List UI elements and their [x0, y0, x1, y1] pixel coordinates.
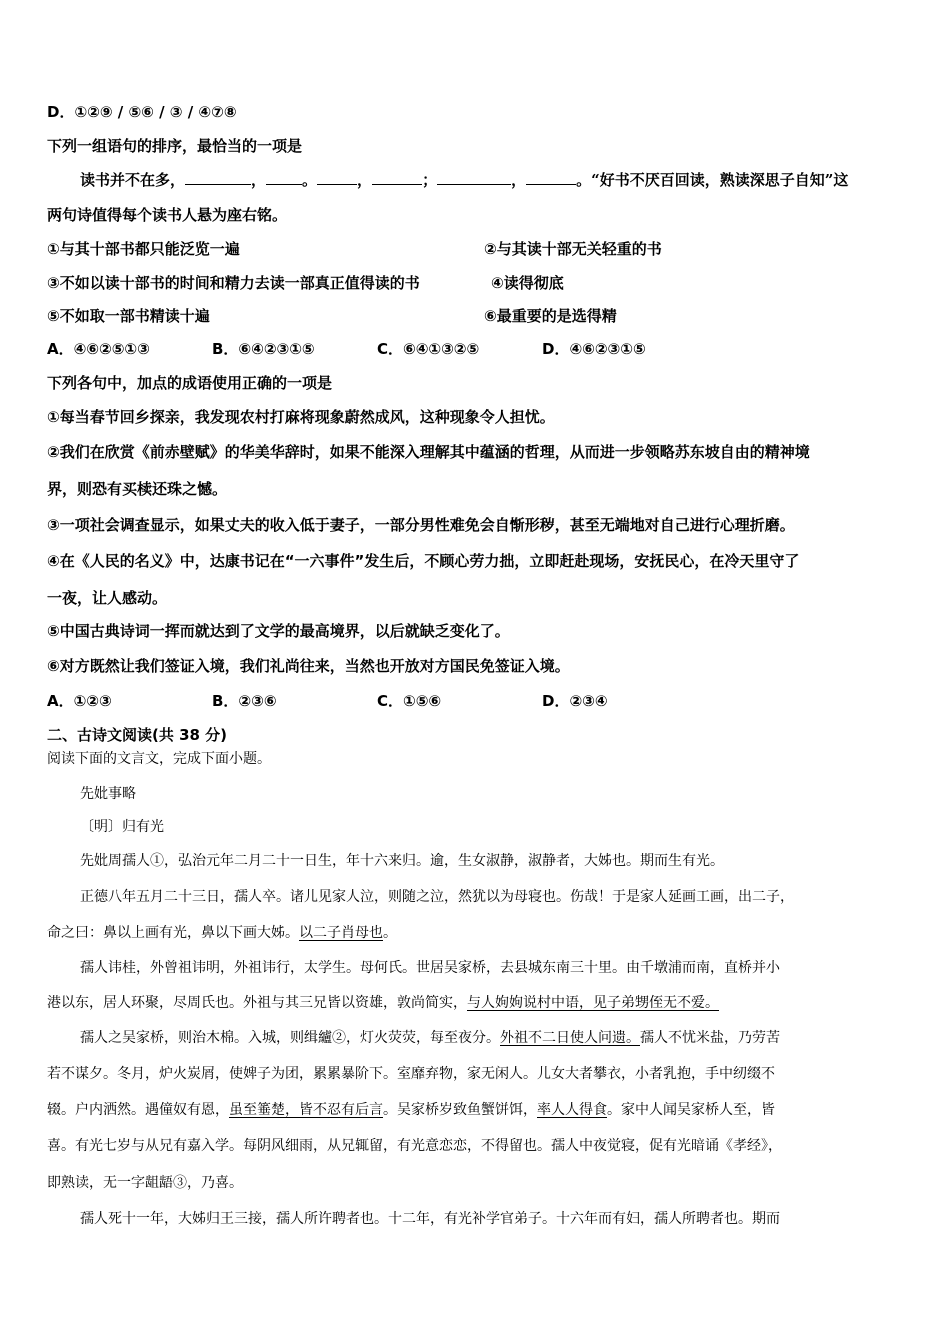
- passage-paragraph-4-line-2: 若不谋夕。冬月，炉火炭屑，使婢子为团，累累暴阶下。室靡弃物，家无闲人。儿女大者攀衣，小者乳抱，手中纫缀不: [47, 1066, 775, 1082]
- idiom-sentence-4-line-1: ④在《人民的名义》中，达康书记在“一六事件”发生后，不顾心劳力拙，立即赶赴现场，安抚民心，在冷天里守了: [47, 552, 800, 570]
- passage-paragraph-4-line-4: 喜。有光七岁与从兄有嘉入学。每阴风细雨，从兄辄留，有光意恋恋，不得留也。孺人中夜觉寝，促有光暗诵《孝经》，: [47, 1138, 782, 1154]
- idiom-sentence-2-line-1: ②我们在欣赏《前赤壁赋》的华美华辞时，如果不能深入理解其中蕴涵的哲理，从而进一步领略苏东坡自由的精神境: [47, 443, 810, 461]
- passage-paragraph-4-line-3: 辍。户内洒然。遇僮奴有恩，虽至箠楚，皆不忍有后言。吴家桥岁致鱼蟹饼饵，率人人得食。家中人闻吴家桥人至，皆: [47, 1102, 775, 1118]
- order-item-5: ⑤不如取一部书精读十遍: [47, 307, 210, 325]
- passage-author: 〔明〕归有光: [80, 819, 164, 835]
- order-item-6: ⑥最重要的是选得精: [484, 307, 617, 325]
- order-passage-line-1: 读书并不在多， ， 。 ， ； ， 。“好书不厌百回读，熟读深思子自知”这: [80, 171, 849, 189]
- underlined-sentence-1: 以二子肖母也: [299, 925, 383, 941]
- passage-paragraph-4-line-5: 即熟读，无一字龃龉③，乃喜。: [47, 1175, 243, 1191]
- order-option-d: D．④⑥②③①⑤: [542, 340, 646, 358]
- passage-paragraph-2-line-2: 命之曰：鼻以上画有光，鼻以下画大姊。以二子肖母也。: [47, 925, 397, 941]
- order-option-b: B．⑥④②③①⑤: [212, 340, 315, 358]
- underlined-sentence-2: 与人姁姁说村中语，见子弟甥侄无不爱。: [467, 995, 719, 1011]
- idiom-question-stem: 下列各句中，加点的成语使用正确的一项是: [47, 374, 333, 392]
- idiom-sentence-4-line-2: 一夜，让人感动。: [47, 589, 168, 607]
- passage-paragraph-3-line-1: 孺人讳桂，外曾祖讳明，外祖讳行，太学生。母何氏。世居吴家桥，去县城东南三十里。由千墩浦而南，直桥并小: [80, 960, 780, 976]
- passage-paragraph-1: 先妣周孺人①，弘治元年二月二十一日生，年十六来归。逾，生女淑静，淑静者，大姊也。期而生有光。: [80, 853, 724, 869]
- order-item-2: ②与其读十部无关轻重的书: [484, 240, 662, 258]
- order-option-a: A．④⑥②⑤①③: [47, 340, 150, 358]
- underlined-sentence-5: 率人人得食: [537, 1102, 607, 1118]
- prev-question-option-d: D．①②⑨ / ⑤⑥ / ③ / ④⑦⑧: [47, 103, 237, 121]
- section-2-instruction: 阅读下面的文言文，完成下面小题。: [47, 751, 271, 767]
- idiom-sentence-5: ⑤中国古典诗词一挥而就达到了文学的最高境界，以后就缺乏变化了。: [47, 622, 510, 640]
- order-item-4: ④读得彻底: [491, 274, 564, 292]
- order-question-stem: 下列一组语句的排序，最恰当的一项是: [47, 137, 303, 155]
- passage-paragraph-5-line-1: 孺人死十一年，大姊归王三接，孺人所许聘者也。十二年，有光补学官弟子。十六年而有妇，孺人所聘者也。期而: [80, 1211, 780, 1227]
- section-2-heading: 二、古诗文阅读(共 38 分): [47, 726, 228, 744]
- passage-paragraph-4-line-1: 孺人之吴家桥，则治木棉。入城，则缉纑②，灯火荧荧，每至夜分。外祖不二日使人问遗。孺人不忧米盐，乃劳苦: [80, 1030, 780, 1046]
- blank-4: [372, 170, 422, 185]
- underlined-sentence-4: 虽至箠楚，皆不忍有后言: [229, 1102, 383, 1118]
- idiom-sentence-2-line-2: 界，则恐有买椟还珠之憾。: [47, 480, 228, 498]
- idiom-sentence-6: ⑥对方既然让我们签证入境，我们礼尚往来，当然也开放对方国民免签证入境。: [47, 657, 570, 675]
- order-item-3: ③不如以读十部书的时间和精力去读一部真正值得读的书: [47, 274, 420, 292]
- blank-3: [317, 170, 357, 185]
- order-option-c: C．⑥④①③②⑤: [377, 340, 480, 358]
- blank-1: [185, 170, 251, 185]
- idiom-option-b: B．②③⑥: [212, 692, 277, 710]
- underlined-sentence-3: 外祖不二日使人问遗。: [500, 1030, 640, 1046]
- blank-6: [526, 170, 576, 185]
- passage-title: 先妣事略: [80, 786, 136, 802]
- blank-2: [266, 170, 302, 185]
- idiom-option-c: C．①⑤⑥: [377, 692, 442, 710]
- idiom-sentence-3: ③一项社会调查显示，如果丈夫的收入低于妻子，一部分男性难免会自惭形秽，甚至无端地对自己进行心理折磨。: [47, 516, 795, 534]
- order-passage-line-2: 两句诗值得每个读书人悬为座右铭。: [47, 206, 288, 224]
- passage-paragraph-2-line-1: 正德八年五月二十三日，孺人卒。诸儿见家人泣，则随之泣，然犹以为母寝也。伤哉！于是家人延画工画，出二子，: [80, 889, 794, 905]
- idiom-option-a: A．①②③: [47, 692, 112, 710]
- order-item-1: ①与其十部书都只能泛览一遍: [47, 240, 240, 258]
- idiom-sentence-1: ①每当春节回乡探亲，我发现农村打麻将现象蔚然成风，这种现象令人担忧。: [47, 408, 555, 426]
- blank-5: [437, 170, 511, 185]
- idiom-option-d: D．②③④: [542, 692, 608, 710]
- passage-paragraph-3-line-2: 港以东，居人环聚，尽周氏也。外祖与其三兄皆以资雄，敦尚简实，与人姁姁说村中语，见子弟甥侄无不爱。: [47, 995, 719, 1011]
